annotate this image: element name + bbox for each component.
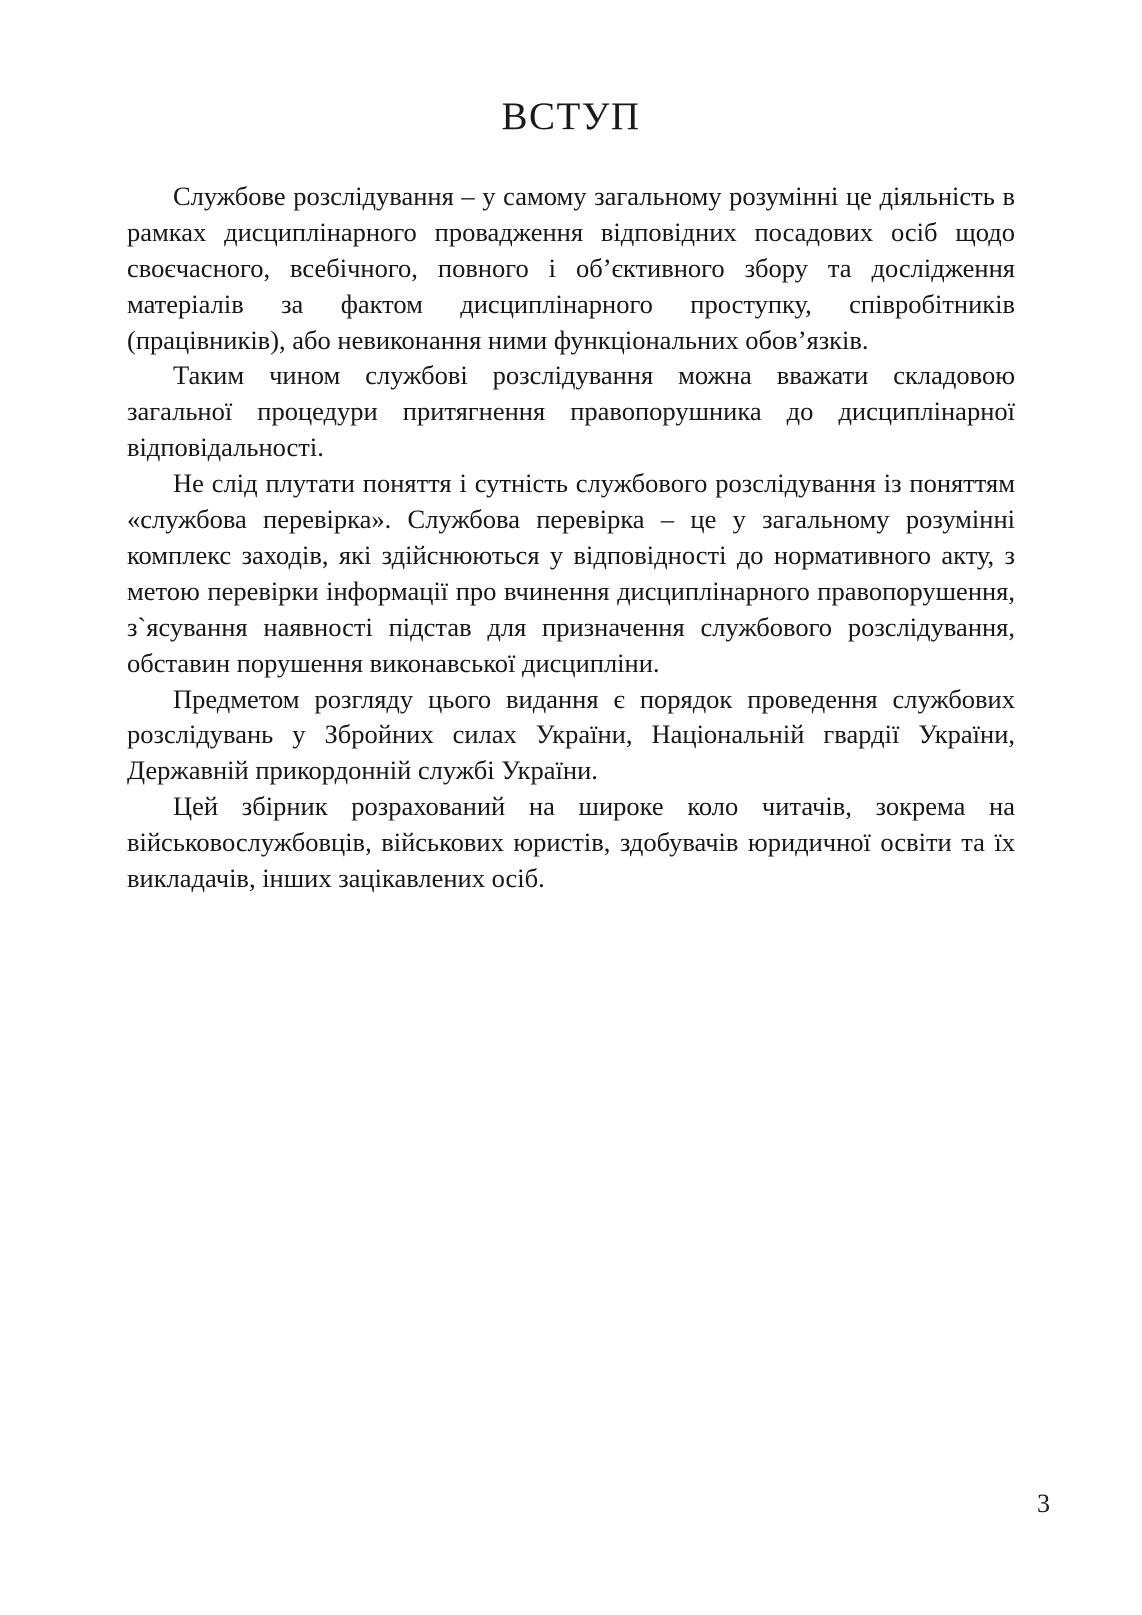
page-number: 3 — [1037, 1489, 1050, 1518]
paragraph-2: Таким чином службові розслідування можна вважати складовою загальної процедури притягнення правопорушника до дисциплінарної відповідальності. — [127, 360, 1015, 463]
page-content — [127, 96, 1015, 897]
paragraph-3: Не слід плутати поняття і сутність службового розслідування із поняттям «службова перевірка». Службова перевірка – це у загальному розумінні комплекс заходів, які здійснюються у відповідності до нормативного акту, з метою перевірки інформації про вчинення дисциплінарного правопорушення, з`ясування наявності підстав для призначення службового розслідування, обставин порушення виконавської дисципліни. — [127, 468, 1015, 678]
paragraph-1: Службове розслідування – у самому загальному розумінні це діяльність в рамках дисциплінарного провадження відповідних посадових осіб щодо своєчасного, всебічного, повного і об’єктивного збору та дослідження матеріалів за фактом дисциплінарного проступку, співробітників (працівників), або невиконання ними функціональних обов’язків. — [127, 180, 1015, 355]
body-text-block — [127, 179, 1015, 897]
paragraph-5: Цей збірник розрахований на широке коло читачів, зокрема на військовослужбовців, військових юристів, здобувачів юридичної освіти та їх викладачів, інших зацікавлених осіб. — [127, 791, 1015, 894]
page-title: ВСТУП — [501, 95, 641, 138]
paragraph-4: Предметом розгляду цього видання є порядок проведення службових розслідувань у Збройних силах України, Національній гвардії України, Державній прикордонній службі України. — [127, 683, 1015, 786]
